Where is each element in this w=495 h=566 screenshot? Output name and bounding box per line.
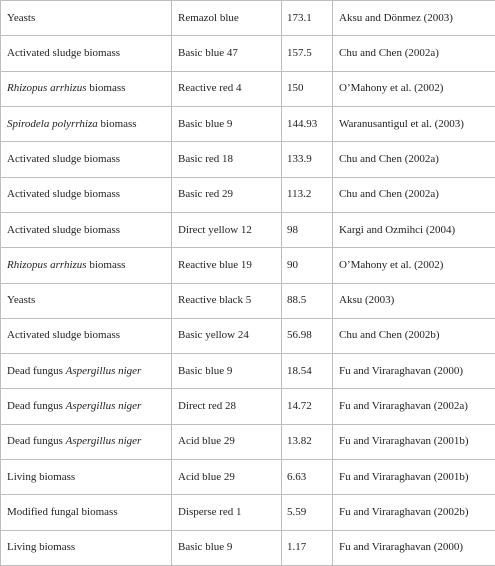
- table-row: [1, 354, 495, 389]
- dye-cell: Reactive black 5: [172, 283, 282, 318]
- dye-cell: Direct red 28: [172, 389, 282, 424]
- capacity-cell: 98: [282, 212, 333, 247]
- biomass-species-name: Rhizopus arrhizus: [7, 258, 87, 271]
- capacity-cell: 14.72: [282, 389, 333, 424]
- biomass-cell: [1, 1, 172, 36]
- biomass-cell: [1, 212, 172, 247]
- biomass-cell: [1, 36, 172, 71]
- biomass-prefix: Dead fungus: [7, 400, 66, 413]
- biomass-suffix: biomass: [86, 82, 126, 95]
- reference-cell: Chu and Chen (2002a): [333, 142, 495, 177]
- reference-cell: Aksu (2003): [333, 283, 495, 318]
- reference-cell: Fu and Viraraghavan (2001b): [333, 460, 495, 495]
- table-row: [1, 106, 495, 141]
- dye-cell: Disperse red 1: [172, 495, 282, 530]
- reference-cell: Fu and Viraraghavan (2001b): [333, 424, 495, 459]
- reference-cell: Chu and Chen (2002a): [333, 36, 495, 71]
- capacity-cell: 157.5: [282, 36, 333, 71]
- capacity-cell: 56.98: [282, 318, 333, 353]
- biomass-suffix: Activated sludge biomass: [7, 223, 121, 236]
- capacity-cell: 113.2: [282, 177, 333, 212]
- dye-cell: Remazol blue: [172, 1, 282, 36]
- table-body: [1, 1, 495, 566]
- dye-cell: Direct yellow 12: [172, 212, 282, 247]
- dye-cell: Acid blue 29: [172, 460, 282, 495]
- capacity-cell: 133.9: [282, 142, 333, 177]
- biomass-suffix: biomass: [97, 117, 137, 130]
- reference-cell: Kargi and Ozmihci (2004): [333, 212, 495, 247]
- table-row: [1, 460, 495, 495]
- biomass-cell: [1, 71, 172, 106]
- reference-cell: Fu and Viraraghavan (2000): [333, 530, 495, 565]
- capacity-cell: 88.5: [282, 283, 333, 318]
- biomass-suffix: Activated sludge biomass: [7, 46, 121, 59]
- capacity-cell: 150: [282, 71, 333, 106]
- biomass-species-name: Aspergillus niger: [65, 364, 142, 377]
- biomass-suffix: Yeasts: [7, 11, 36, 24]
- biomass-cell: [1, 354, 172, 389]
- biomass-cell: [1, 283, 172, 318]
- biomass-cell: [1, 177, 172, 212]
- reference-cell: Chu and Chen (2002a): [333, 177, 495, 212]
- biomass-cell: [1, 424, 172, 459]
- capacity-cell: 1.17: [282, 530, 333, 565]
- biomass-suffix: Yeasts: [7, 294, 36, 307]
- biomass-species-name: Spirodela polyrrhiza: [7, 117, 98, 130]
- table-row: [1, 424, 495, 459]
- reference-cell: Chu and Chen (2002b): [333, 318, 495, 353]
- biomass-suffix: Living biomass: [7, 470, 76, 483]
- table-row: [1, 212, 495, 247]
- biomass-suffix: Modified fungal biomass: [7, 506, 118, 519]
- reference-cell: Aksu and Dönmez (2003): [333, 1, 495, 36]
- dye-cell: Basic blue 9: [172, 530, 282, 565]
- biomass-cell: [1, 495, 172, 530]
- biomass-prefix: Dead fungus: [7, 435, 66, 448]
- biomass-cell: [1, 389, 172, 424]
- dye-cell: Basic red 29: [172, 177, 282, 212]
- biomass-cell: [1, 530, 172, 565]
- table-row: [1, 283, 495, 318]
- biomass-suffix: biomass: [86, 258, 126, 271]
- biomass-suffix: Activated sludge biomass: [7, 188, 121, 201]
- table-row: [1, 389, 495, 424]
- reference-cell: Fu and Viraraghavan (2002a): [333, 389, 495, 424]
- biomass-cell: [1, 460, 172, 495]
- reference-cell: Fu and Viraraghavan (2000): [333, 354, 495, 389]
- biomass-cell: [1, 248, 172, 283]
- biomass-suffix: Activated sludge biomass: [7, 152, 121, 165]
- dye-cell: Basic blue 47: [172, 36, 282, 71]
- capacity-cell: 144.93: [282, 106, 333, 141]
- reference-cell: Fu and Viraraghavan (2002b): [333, 495, 495, 530]
- biomass-suffix: Living biomass: [7, 541, 76, 554]
- biomass-cell: [1, 142, 172, 177]
- table-row: [1, 71, 495, 106]
- dye-cell: Reactive blue 19: [172, 248, 282, 283]
- capacity-cell: 13.82: [282, 424, 333, 459]
- reference-cell: O’Mahony et al. (2002): [333, 71, 495, 106]
- capacity-cell: 18.54: [282, 354, 333, 389]
- table-row: [1, 36, 495, 71]
- reference-cell: Waranusantigul et al. (2003): [333, 106, 495, 141]
- table-row: [1, 318, 495, 353]
- dye-cell: Acid blue 29: [172, 424, 282, 459]
- capacity-cell: 173.1: [282, 1, 333, 36]
- dye-cell: Basic yellow 24: [172, 318, 282, 353]
- biomass-cell: [1, 318, 172, 353]
- dye-cell: Reactive red 4: [172, 71, 282, 106]
- capacity-cell: 90: [282, 248, 333, 283]
- reference-cell: O’Mahony et al. (2002): [333, 248, 495, 283]
- table-row: [1, 177, 495, 212]
- capacity-cell: 6.63: [282, 460, 333, 495]
- table-row: [1, 142, 495, 177]
- dye-cell: Basic blue 9: [172, 106, 282, 141]
- table-row: [1, 1, 495, 36]
- table-row: [1, 495, 495, 530]
- biomass-cell: [1, 106, 172, 141]
- biomass-species-name: Rhizopus arrhizus: [7, 82, 87, 95]
- dye-cell: Basic blue 9: [172, 354, 282, 389]
- biomass-suffix: Activated sludge biomass: [7, 329, 121, 342]
- dye-cell: Basic red 18: [172, 142, 282, 177]
- biomass-prefix: Dead fungus: [7, 364, 66, 377]
- table-row: [1, 530, 495, 565]
- biomass-species-name: Aspergillus niger: [65, 400, 142, 413]
- biomass-species-name: Aspergillus niger: [65, 435, 142, 448]
- table-row: [1, 248, 495, 283]
- capacity-cell: 5.59: [282, 495, 333, 530]
